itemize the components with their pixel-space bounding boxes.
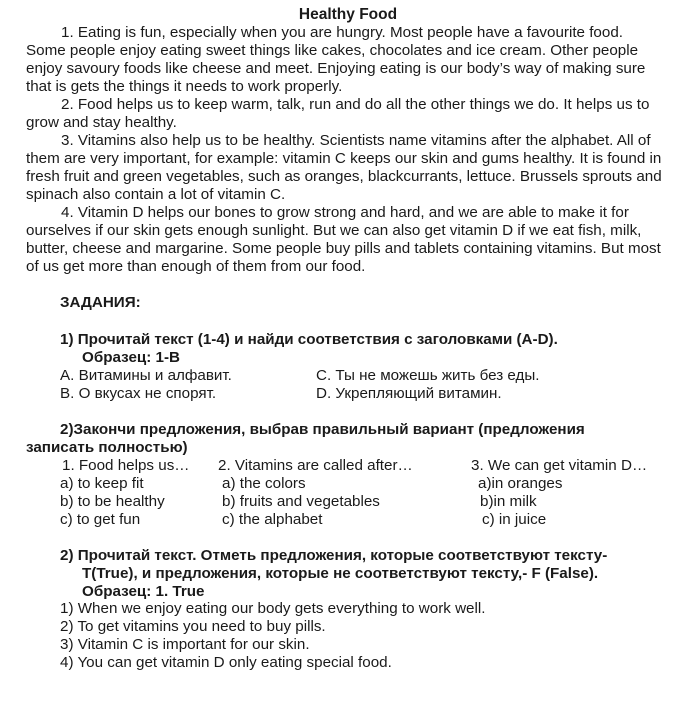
- task2-col3-option-a: a)in oranges: [478, 475, 563, 492]
- task3-statement-1: 1) When we enjoy eating our body gets everything to work well.: [60, 600, 486, 617]
- task3-statement-4: 4) You can get vitamin D only eating special food.: [60, 654, 392, 671]
- paragraph-4: 4. Vitamin D helps our bones to grow strong and hard, and we are able to make it for ourselves if our skin gets enough sunlight. But we can also get vitamin D if we eat fish, milk, butter, cheese and margarine. Some people buy pills and tablets containing vitamins. But most of us get more than enough of them from our food.: [26, 204, 661, 275]
- paragraph-3: 3. Vitamins also help us to be healthy. Scientists name vitamins after the alphabet. All of them are very important, for example: vitamin C keeps our skin and gums healthy. It is found in fresh fruit and green vegetables, such as oranges, blackcurrants, lettuce. Brussels sprouts and spinach also contain a lot of vitamin C.: [26, 132, 662, 203]
- task2-col3-option-c: c) in juice: [482, 511, 547, 528]
- task3-statement-2: 2) To get vitamins you need to buy pills.: [60, 618, 326, 635]
- task2-col3-option-b: b)in milk: [480, 493, 537, 510]
- task3-instruction-cont: T(True), и предложения, которые не соответствуют тексту,- F (False).: [82, 565, 599, 582]
- task2-instruction-cont: записать полностью): [26, 439, 188, 456]
- task1-option-c: C. Ты не можешь жить без еды.: [316, 367, 540, 384]
- task2-instruction: 2)Закончи предложения, выбрав правильный вариант (предложения: [60, 421, 585, 438]
- task1-instruction: 1) Прочитай текст (1-4) и найди соответствия с заголовками (A-D).: [60, 331, 558, 348]
- task2-col1-option-c: c) to get fun: [60, 511, 141, 528]
- task2-col2-option-b: b) fruits and vegetables: [222, 493, 380, 510]
- task1-option-b: B. О вкусах не спорят.: [60, 385, 217, 402]
- task2-col2-stem: 2. Vitamins are called after…: [218, 457, 413, 474]
- task2-col1-stem: 1. Food helps us…: [62, 457, 190, 474]
- task3-instruction: 2) Прочитай текст. Отметь предложения, которые соответствуют тексту-: [60, 547, 608, 564]
- task2-col1-option-a: a) to keep fit: [60, 475, 144, 492]
- task3-statement-3: 3) Vitamin C is important for our skin.: [60, 636, 310, 653]
- task3-example: Образец: 1. True: [82, 583, 205, 600]
- task2-col1-option-b: b) to be healthy: [60, 493, 165, 510]
- task1-option-a: A. Витамины и алфавит.: [60, 367, 232, 384]
- paragraph-2: 2. Food helps us to keep warm, talk, run and do all the other things we do. It helps us to grow and stay healthy.: [26, 96, 650, 131]
- task1-example: Образец: 1-В: [82, 349, 180, 366]
- tasks-heading: ЗАДАНИЯ:: [60, 294, 141, 311]
- paragraph-1: 1. Eating is fun, especially when you are hungry. Most people have a favourite food. Some people enjoy eating sweet things like cakes, chocolates and ice cream. Other people enjoy savoury foods like cheese and meet. Enjoying eating is our body’s way of making sure that is gets the things it needs to work properly.: [26, 24, 646, 95]
- page-title: Healthy Food: [298, 6, 398, 23]
- task1-option-d: D. Укрепляющий витамин.: [316, 385, 502, 402]
- task2-col3-stem: 3. We can get vitamin D…: [471, 457, 648, 474]
- task2-col2-option-c: c) the alphabet: [222, 511, 323, 528]
- task2-col2-option-a: a) the colors: [222, 475, 306, 492]
